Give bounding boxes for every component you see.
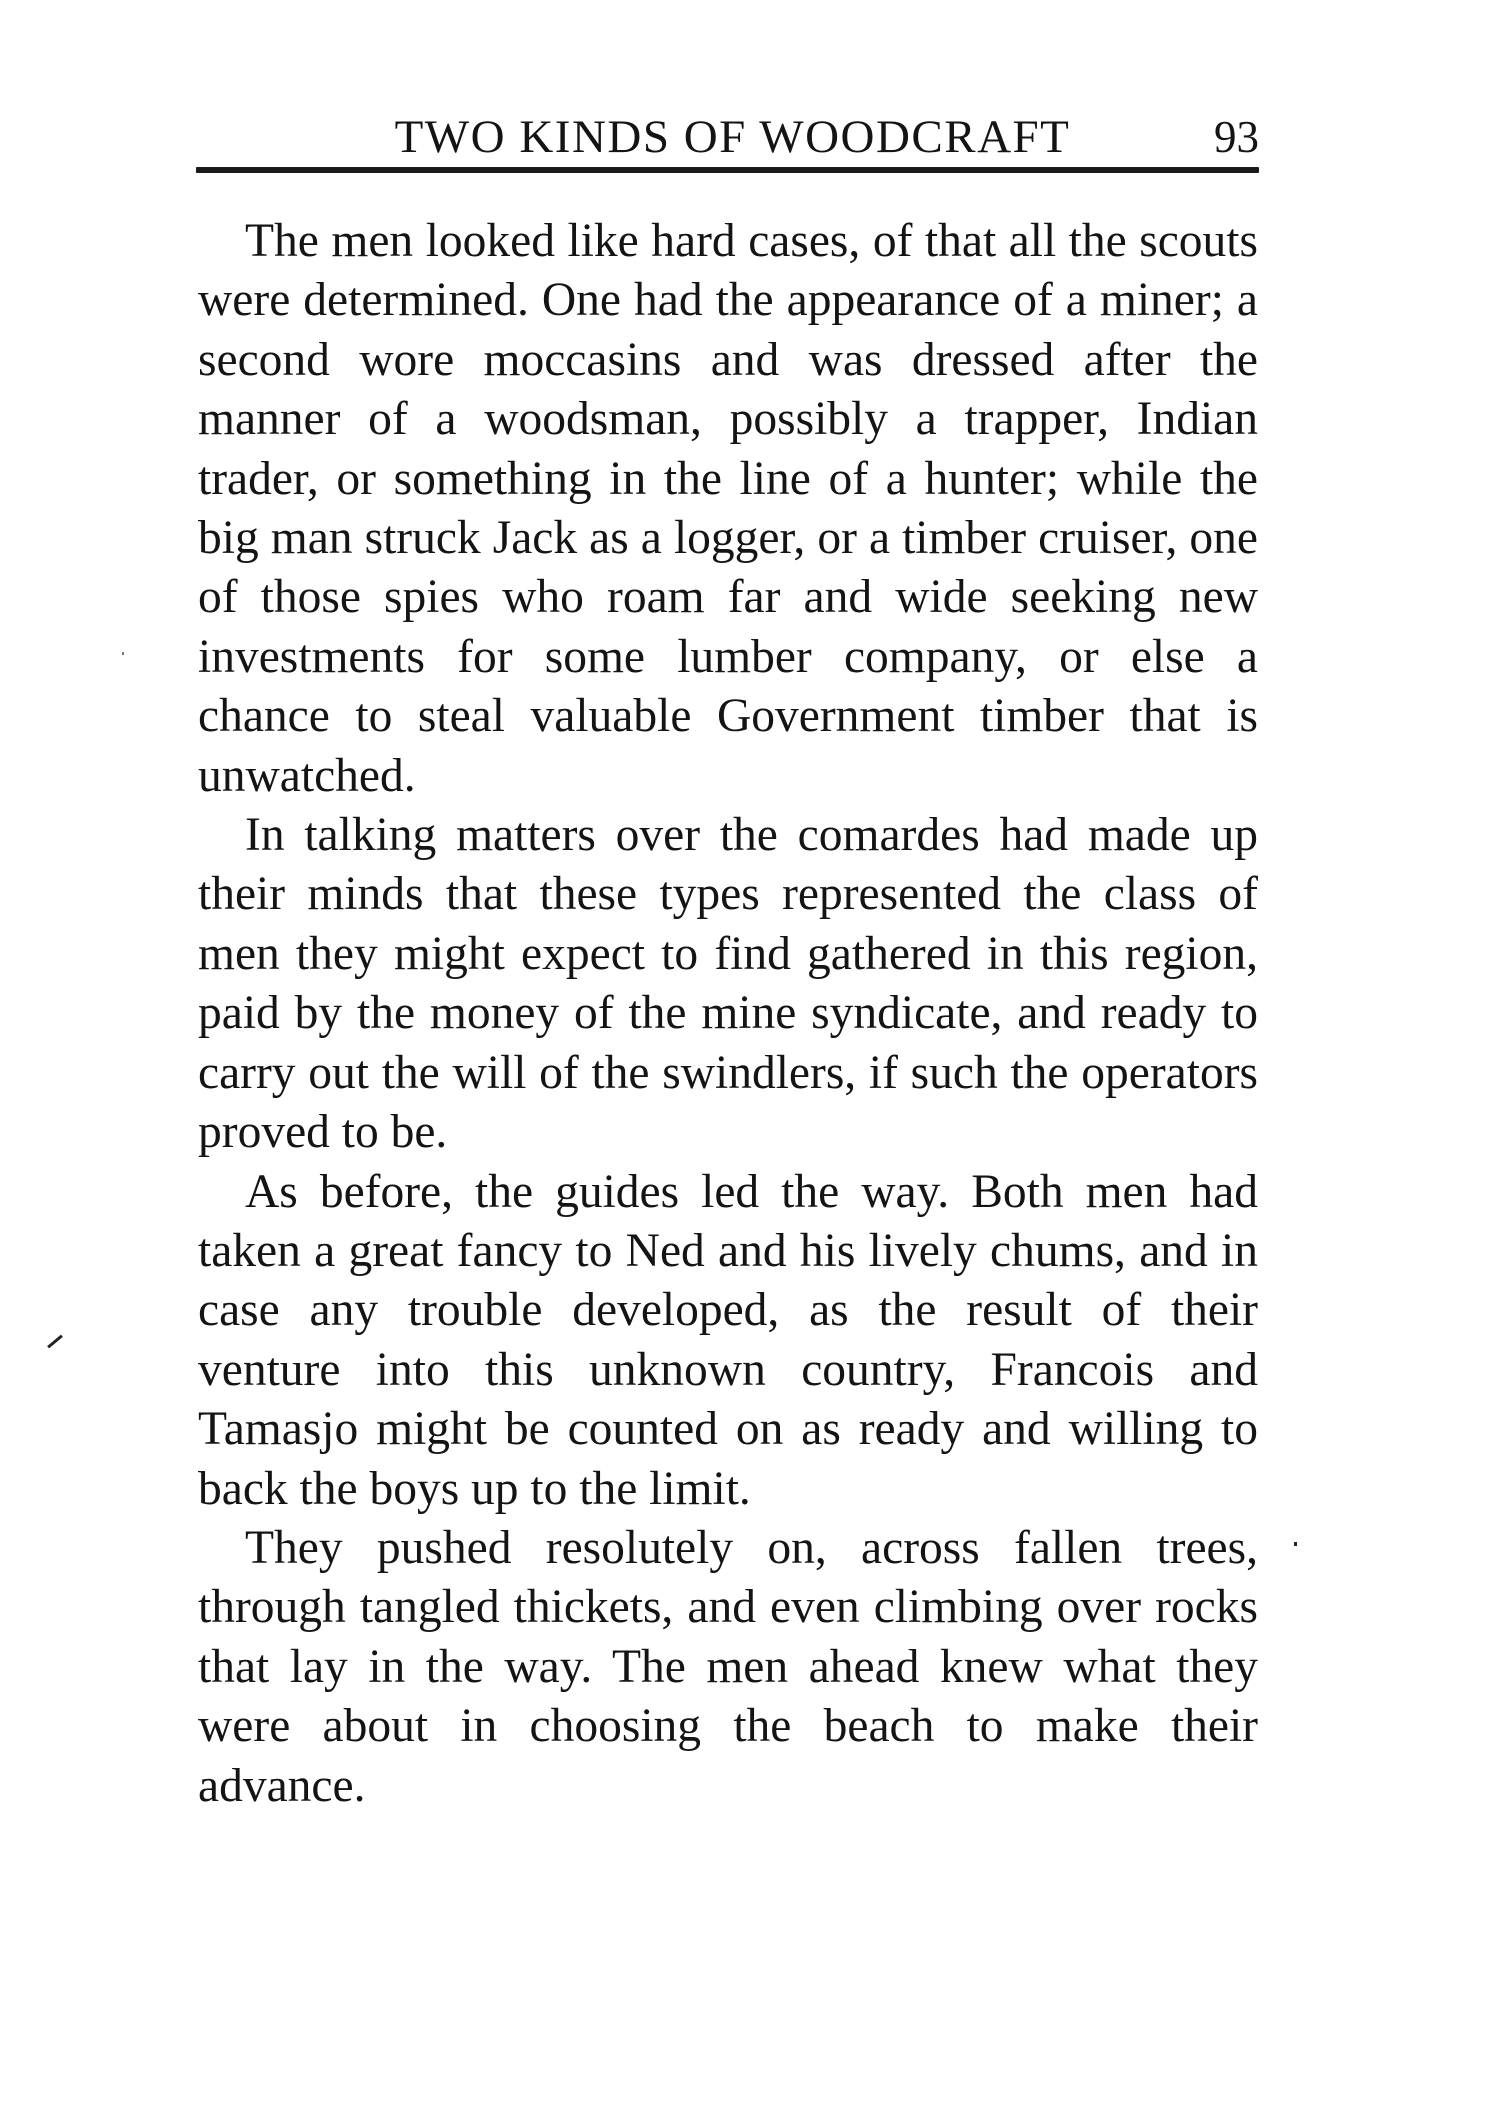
running-head — [196, 108, 1259, 166]
paragraph: The men looked like hard cases, of that all the scouts were determined. One had the appearance of a miner; a second wore moccasins and was dressed after the manner of a woodsman, possibly a trapper, Indian trader, or something in the line of a hunter; while the big man struck Jack as a logger, or a timber cruiser, one of those spies who roam far and wide seeking new investments for some lumber company, or else a chance to steal valuable Government timber that is unwatched. — [198, 215, 1258, 802]
header-rule — [196, 167, 1259, 173]
paragraph: In talking matters over the comardes had made up their minds that these types represented the class of men they might expect to find gathered in this region, paid by the money of the mine syndicate, and ready to carry out the will of the swindlers, if such the operators proved to be. — [198, 809, 1258, 1159]
stray-mark — [1294, 1542, 1297, 1546]
paragraph: They pushed resolutely on, across fallen trees, through tangled thickets, and even climbing over rocks that lay in the way. The men ahead knew what they were about in choosing the beach to make their advance. — [198, 1521, 1258, 1812]
stray-mark — [47, 1335, 63, 1349]
stray-mark — [122, 652, 124, 655]
running-title: TWO KINDS OF WOODCRAFT — [394, 111, 1071, 163]
paragraph: As before, the guides led the way. Both men had taken a great fancy to Ned and his lively chums, and in case any trouble developed, as the result of their venture into this unknown country, Francois and Tamasjo might be counted on as ready and willing to back the boys up to the limit. — [198, 1165, 1258, 1515]
page-number: 93 — [1214, 112, 1259, 162]
body-text — [198, 212, 1258, 1816]
